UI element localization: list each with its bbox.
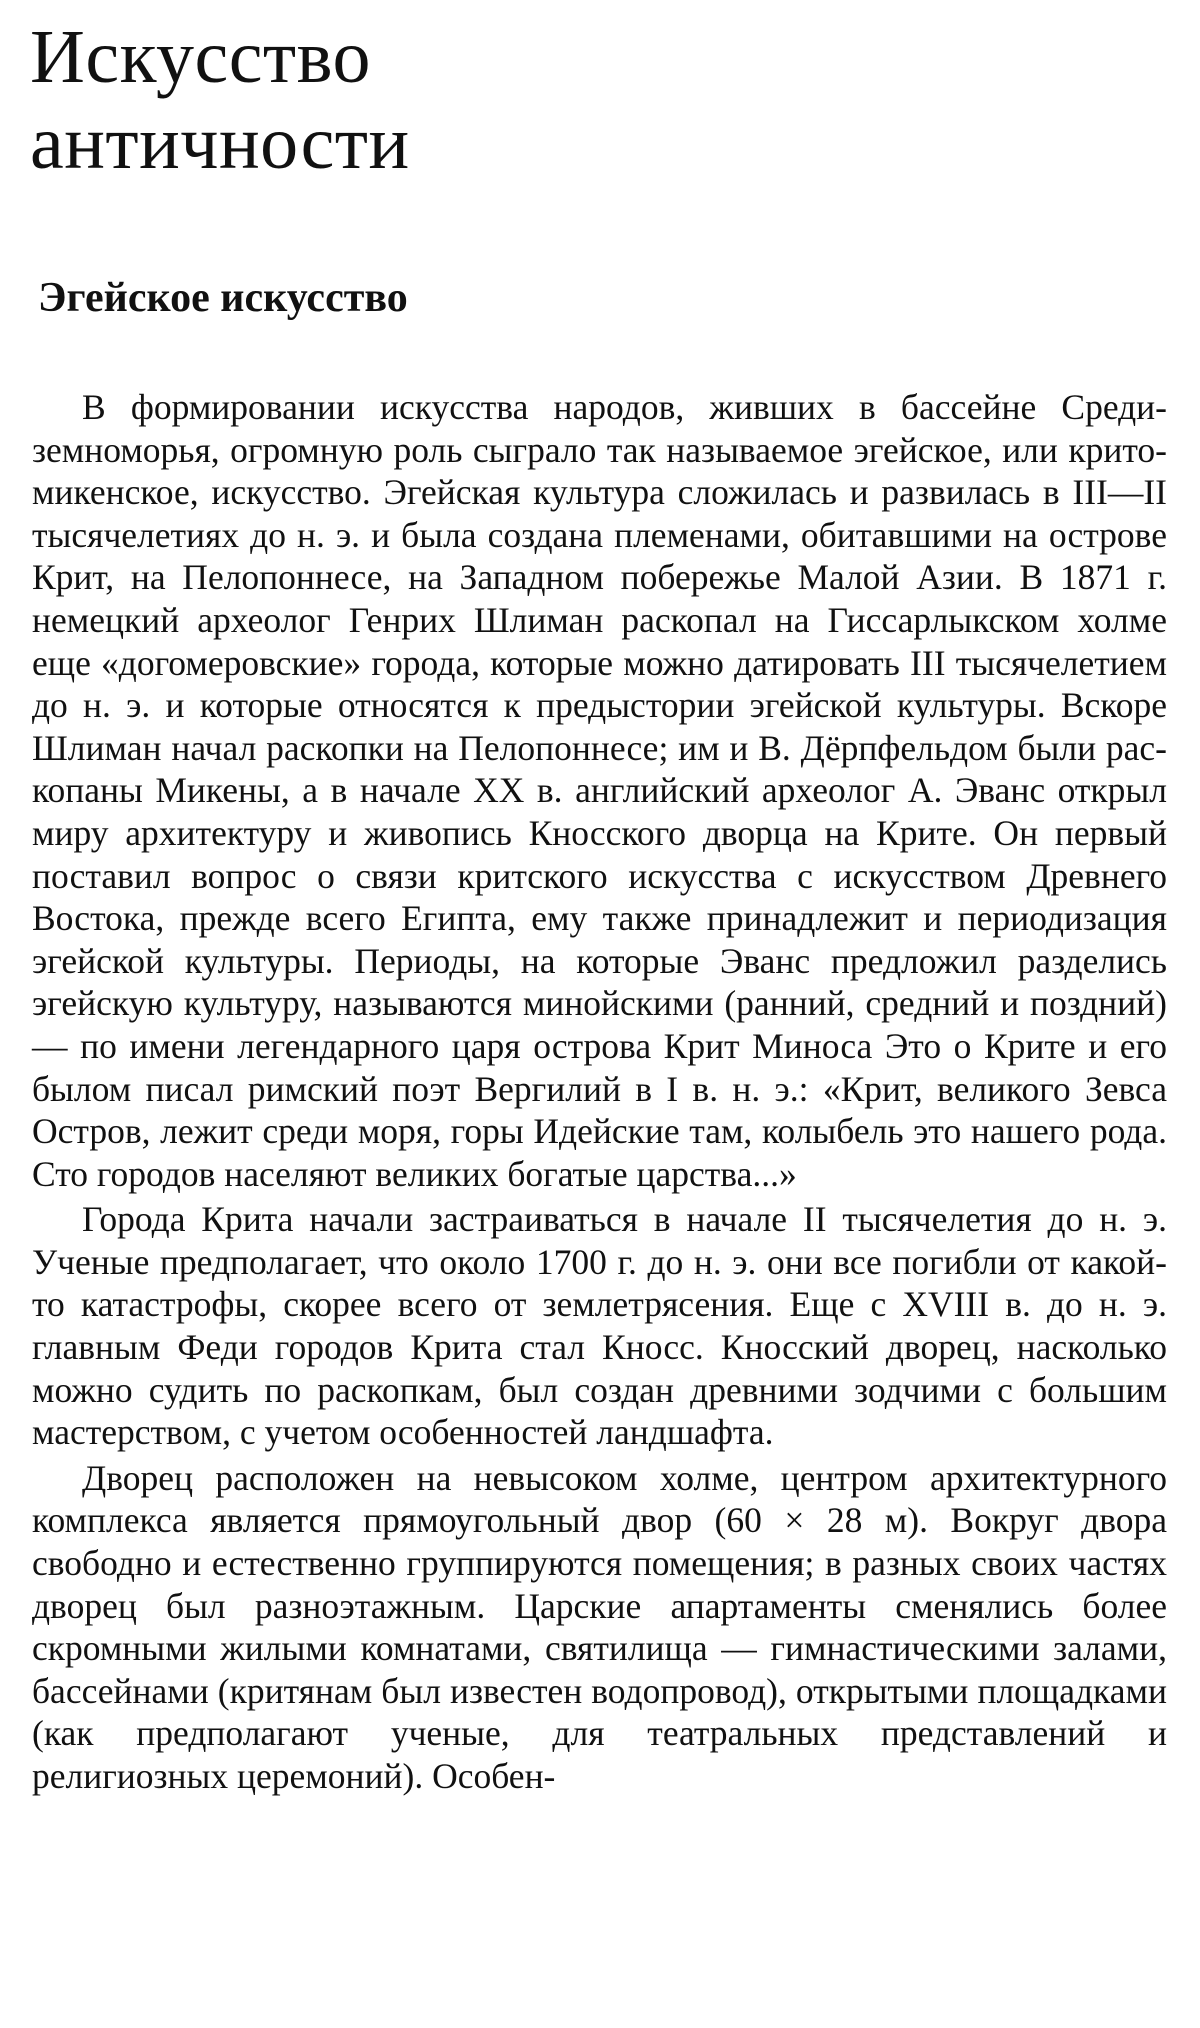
paragraph: В формировании искусства народов, живших в бассейне Средиземноморья, огромную роль сыграло так называемое эгейское, или крито-микенское, искусство. Эгейская культура сложилась и развилась в III—II тысячелетиях до н. э. и была создана племенами, обитавшими на острове Крит, на Пелопоннесе, на Западном побережье Малой Азии. В 1871 г. немецкий археолог Генрих Шлиман раскопал на Гиссарлыкском холме еще «догомеровские» города, которые можно датировать III тысячелетием до н. э. и которые относятся к предыстории эгейской культуры. Вскоре Шлиман начал раскопки на Пелопоннесе; им и В. Дёрпфельдом были раскопаны Микены, а в начале XX в. английский археолог А. Эванс открыл миру архитектуру и живопись Кносского дворца на Крите. Он первый поставил вопрос о связи критского искусства с искусством Древнего Востока, прежде всего Египта, ему также принадлежит и периодизация эгейской культуры. Периоды, на которые Эванс предложил разделись эгейскую культуру, называются минойскими (ранний, средний и поздний) — по имени легендарного царя острова Крит Миноса Это о Крите и его былом писал римский поэт Вергилий в I в. н. э.: «Крит, великого Зевса Остров, лежит среди моря, горы Идейские там, колыбель это нашего рода. Сто городов населяют великих богатые царства...»: [32, 387, 1167, 1194]
section-heading: Эгейское искусство: [38, 275, 408, 321]
paragraph: Города Крита начали застраиваться в начале II тысячелетия до н. э. Ученые предполагает, что около 1700 г. до н. э. они все погибли от какой-то катастрофы, скорее всего от землетрясения. Еще с XVIII в. до н. э. главным Феди городов Крита стал Кносс. Кносский дворец, насколько можно судить по раскопкам, был создан древними зодчими с большим мастерством, с учетом особенностей ландшафта.: [32, 1199, 1167, 1453]
title-line: Искусство: [30, 15, 372, 99]
paragraph: Дворец расположен на невысоком холме, центром архитектурного комплекса является прямоугольный двор (60 × 28 м). Вокруг двора свободно и естественно группируются помещения; в разных своих частях дворец был разноэтажным. Царские апартаменты сменялись более скромными жилыми комнатами, святилища — гимнастическими залами, бассейнами (критянам был известен водопровод), открытыми площадками (как предполагают ученые, для театральных представлений и религиозных церемоний). Особен-: [32, 1457, 1167, 1796]
title-line: античности: [30, 101, 410, 185]
page-title: [30, 14, 410, 186]
body-text: [32, 386, 1167, 1798]
